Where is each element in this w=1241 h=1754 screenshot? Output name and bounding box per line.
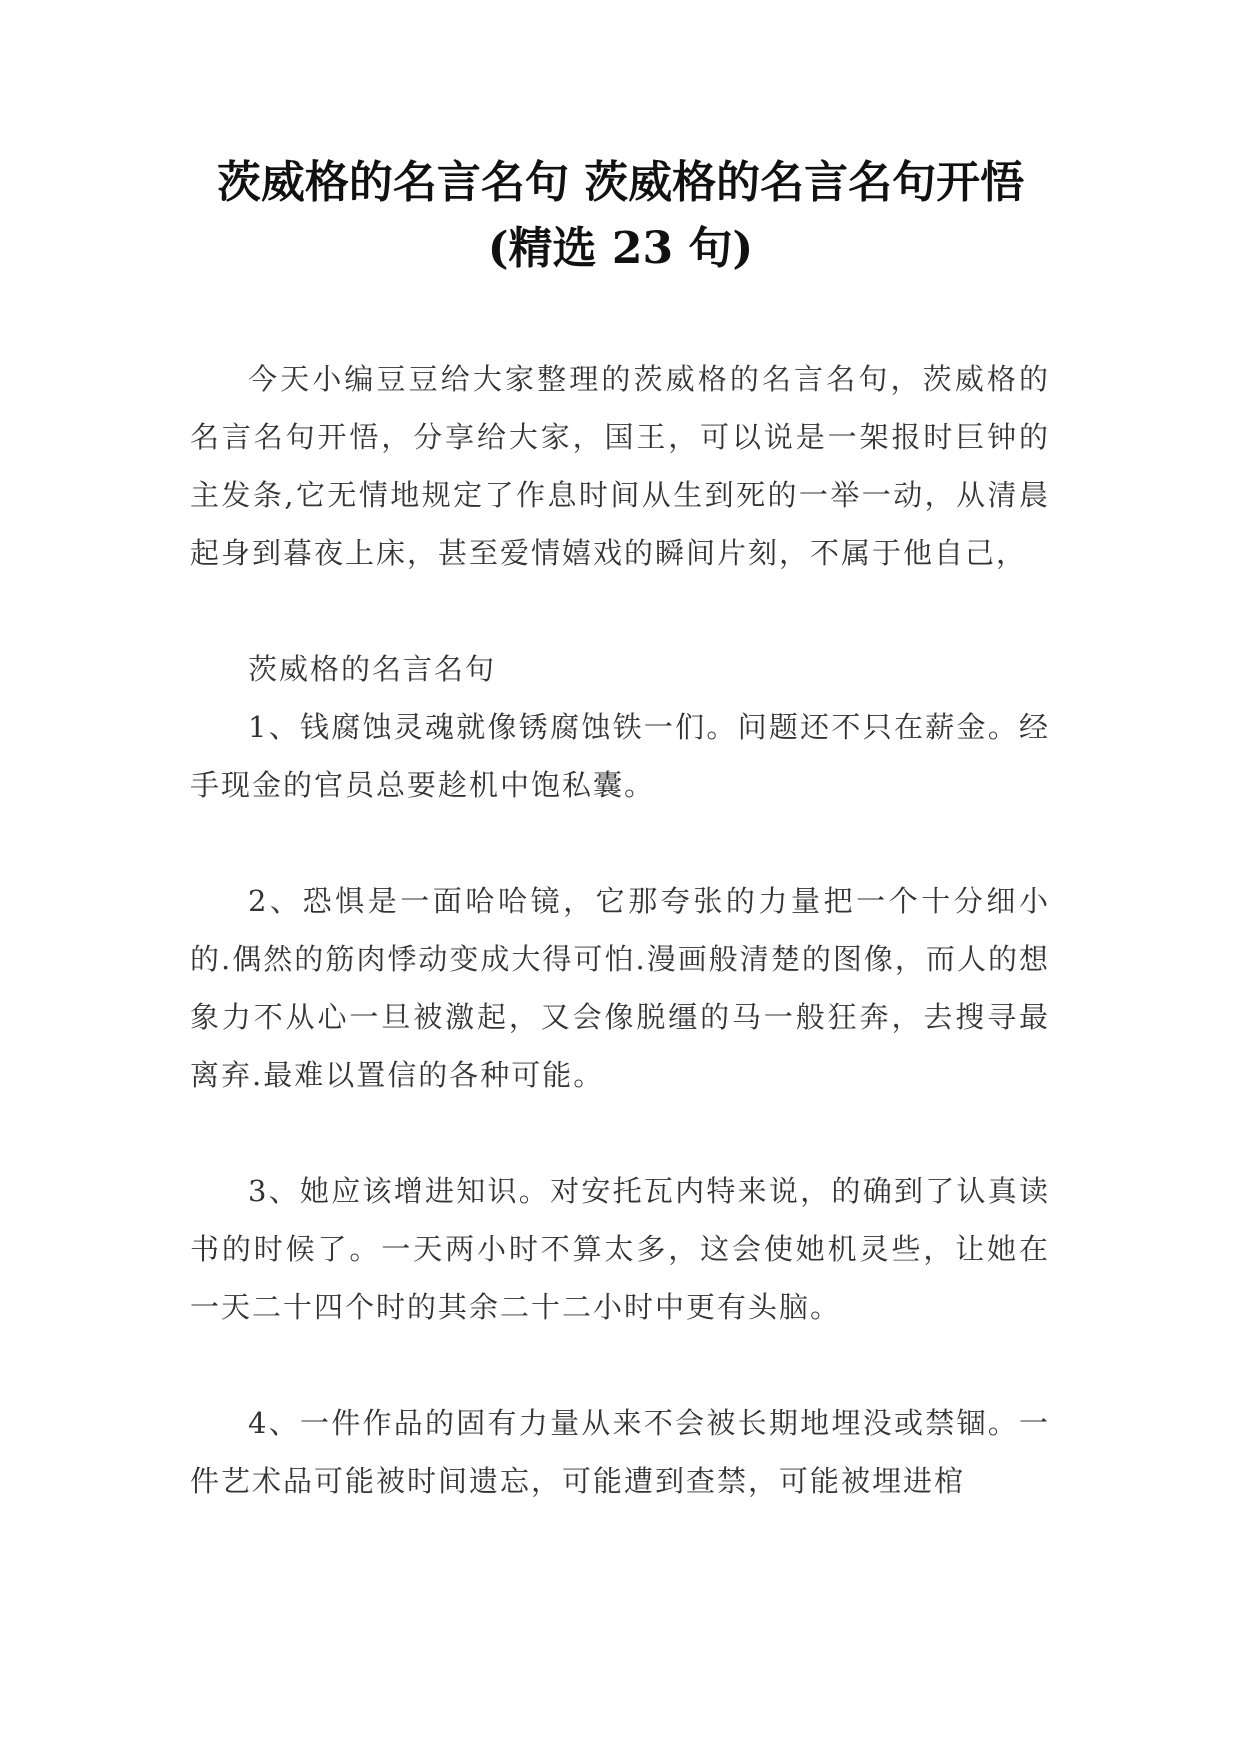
paragraph-spacer [190,1104,1050,1162]
title-line-1: 茨威格的名言名句 茨威格的名言名句开悟 [216,157,1025,208]
paragraph-spacer [190,1336,1050,1394]
paragraph-spacer [190,814,1050,872]
quote-paragraph-2: 2、恐惧是一面哈哈镜，它那夸张的力量把一个十分细小的.偶然的筋肉悸动变成大得可怕.漫画般清楚的图像，而人的想象力不从心一旦被激起，又会像脱缰的马一般狂奔，去搜寻最离弃.最难以置信的各种可能。 [190,884,1050,1092]
quote-paragraph-1: 1、钱腐蚀灵魂就像锈腐蚀铁一们。问题还不只在薪金。经手现金的官员总要趁机中饱私囊。 [190,710,1050,802]
page-title [150,150,1091,282]
quote-paragraph-4: 4、一件作品的固有力量从来不会被长期地埋没或禁锢。一件艺术品可能被时间遗忘，可能遭到查禁，可能被埋进棺 [190,1406,1050,1498]
intro-paragraph: 今天小编豆豆给大家整理的茨威格的名言名句，茨威格的名言名句开悟，分享给大家，国王，可以说是一架报时巨钟的主发条,它无情地规定了作息时间从生到死的一举一动，从清晨起身到暮夜上床，甚至爱情嬉戏的瞬间片刻，不属于他自己， [190,362,1050,570]
document-body [190,350,1050,1510]
section-heading: 茨威格的名言名句 [248,652,497,686]
paragraph-spacer [190,582,1050,640]
title-line-2: (精选 23 句) [487,223,754,274]
quote-paragraph-3: 3、她应该增进知识。对安托瓦内特来说，的确到了认真读书的时候了。一天两小时不算太多，这会使她机灵些，让她在一天二十四个时的其余二十二小时中更有头脑。 [190,1174,1050,1324]
